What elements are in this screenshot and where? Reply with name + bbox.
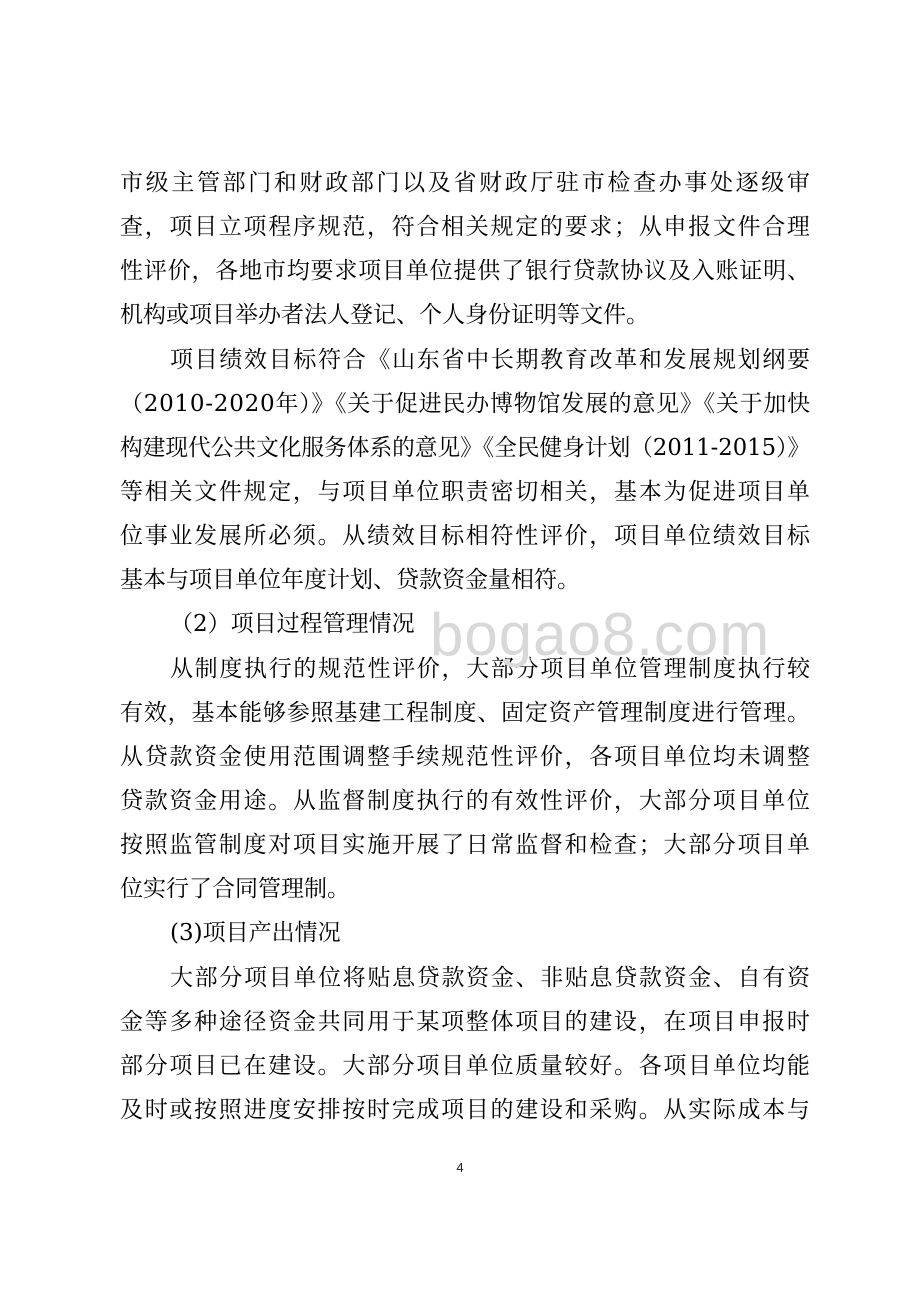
text-line-content: 及时或按照进度安排按时完成项目的建设和采购。从实际成本与 (120, 1097, 812, 1123)
text-line: 位实行了合同管理制。 (120, 876, 350, 902)
section-heading: （2）项目过程管理情况 (170, 611, 415, 637)
text-line-content: 金等多种途径资金共同用于某项整体项目的建设，在项目申报时 (120, 1009, 812, 1035)
text-line-content: 部分项目已在建设。大部分项目单位质量较好。各项目单位均能 (120, 1053, 812, 1079)
paragraph-start-line (0, 963, 920, 993)
watermark: bogao8.com (430, 601, 771, 668)
text-line: 位事业发展所必须。从绩效目标相符性评价，项目单位绩效目标 (120, 523, 812, 549)
paragraph-start-line: 从制度执行的规范性评价，大部分项目单位管理制度执行较 (170, 656, 812, 682)
text-line-content: 大部分项目单位将贴息贷款资金、非贴息贷款资金、自有资 (170, 965, 812, 991)
text-line: 从贷款资金使用范围调整手续规范性评价，各项目单位均未调整 (120, 744, 812, 770)
text-line: 有效，基本能够参照基建工程制度、固定资产管理制度进行管理。 (120, 700, 811, 726)
text-line: 等相关文件规定，与项目单位职责密切相关，基本为促进项目单 (120, 479, 812, 505)
text-line (0, 1051, 920, 1081)
text-line: 贷款资金用途。从监督制度执行的有效性评价，大部分项目单位 (120, 788, 812, 814)
paragraph-start-line: 项目绩效目标符合《山东省中长期教育改革和发展规划纲要 (170, 347, 812, 373)
text-line: 机构或项目举办者法人登记、个人身份证明等文件。 (120, 302, 649, 328)
text-line: 基本与项目单位年度计划、贷款资金量相符。 (120, 567, 580, 593)
text-line (0, 1095, 920, 1125)
text-line (0, 1007, 920, 1037)
text-line: 按照监管制度对项目实施开展了日常监督和检查；大部分项目单 (120, 832, 812, 858)
text-line: 构建现代公共文化服务体系的意见》《全民健身计划（2011-2015）》 (120, 435, 811, 461)
text-line: 性评价，各地市均要求项目单位提供了银行贷款协议及入账证明、 (120, 258, 811, 284)
text-line: 市级主管部门和财政部门以及省财政厅驻市检查办事处逐级审 (120, 170, 813, 196)
section-heading: (3)项目产出情况 (170, 920, 341, 946)
page-number: 4 (456, 1160, 464, 1175)
text-line: 查，项目立项程序规范，符合相关规定的要求；从申报文件合理 (120, 214, 812, 240)
text-line: （2010-2020年）》《关于促进民办博物馆发展的意见》《关于加快 (120, 391, 811, 417)
